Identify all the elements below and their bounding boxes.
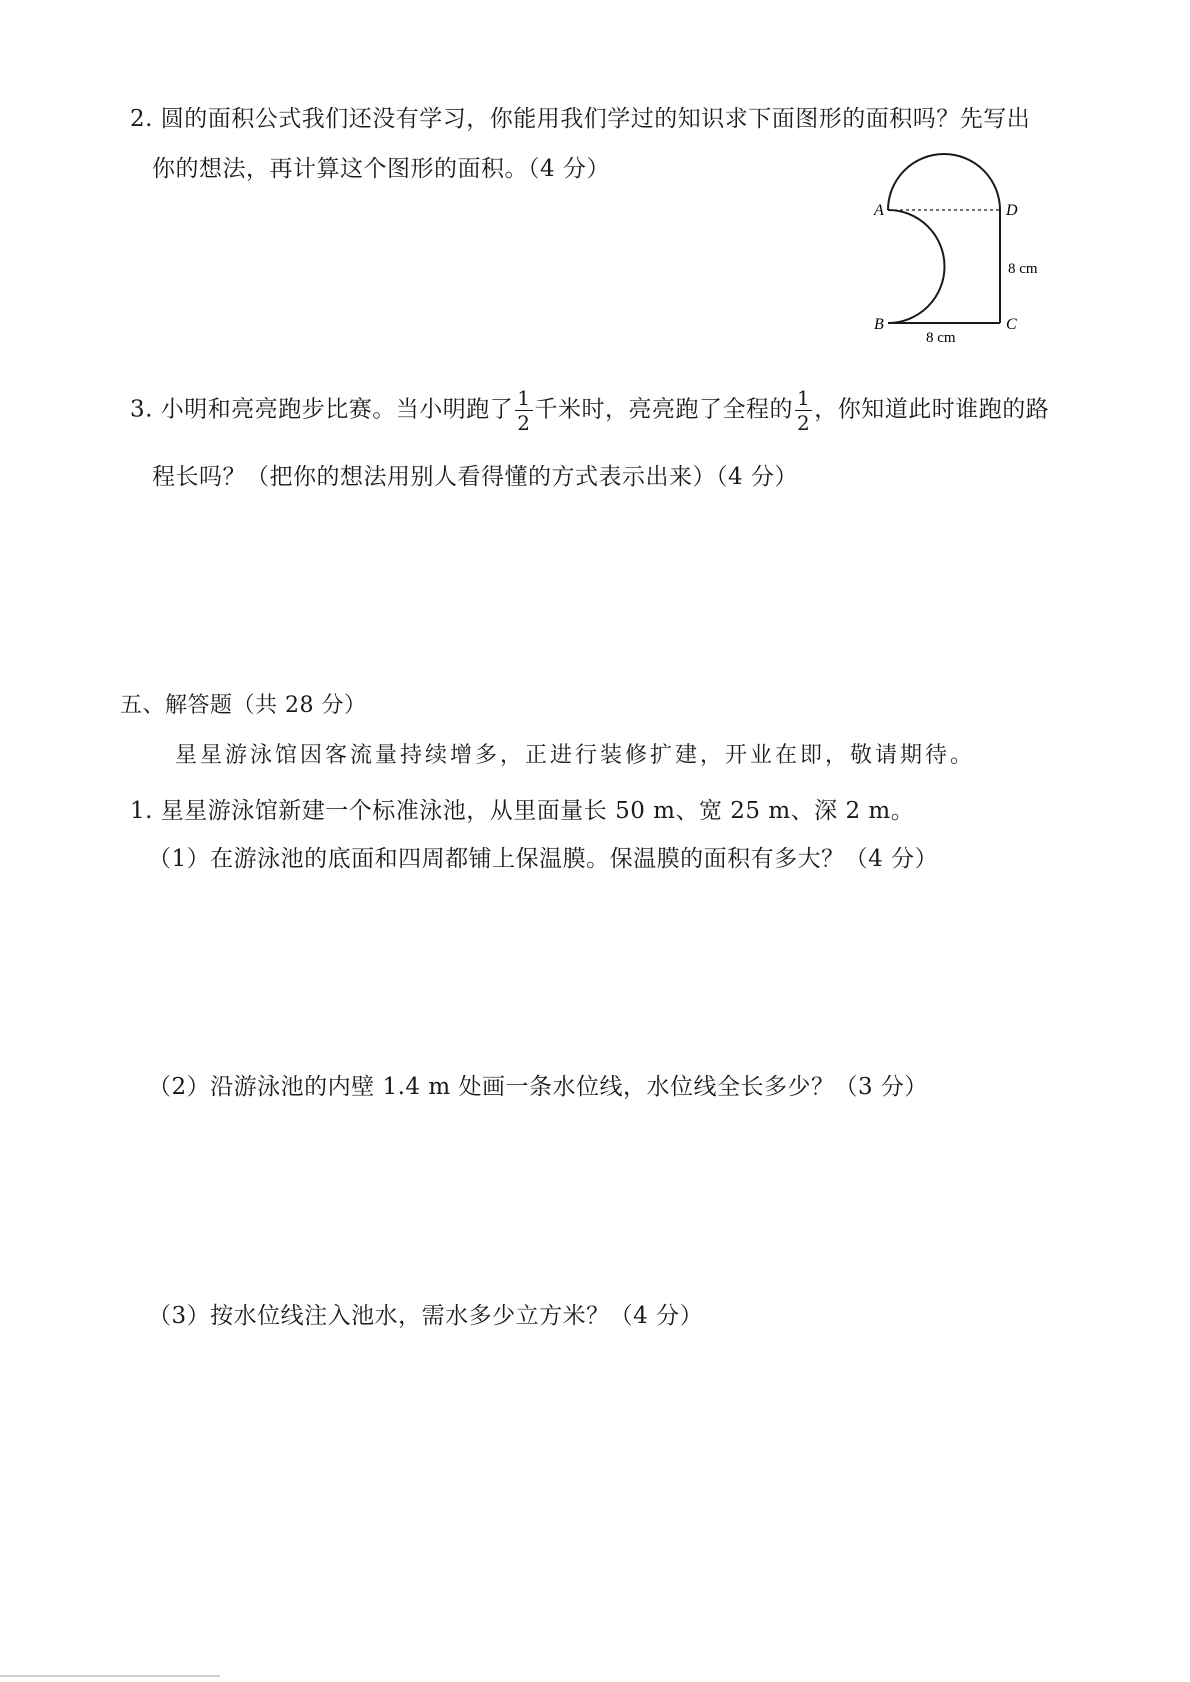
q2-text-line2: 你的想法，再计算这个图形的面积。（4 分） (152, 156, 610, 182)
label-d: D (1006, 202, 1018, 219)
fraction-one-half (515, 388, 532, 433)
top-semicircle-arc (888, 154, 1000, 210)
semicircle-figure (860, 140, 1060, 355)
dimension-bc-label: 8 cm (926, 330, 956, 346)
label-b: B (874, 316, 884, 333)
q3-text-line2: 程长吗？（把你的想法用别人看得懂的方式表示出来）（4 分） (152, 464, 798, 490)
fraction-denominator: 2 (517, 411, 531, 435)
q3-part1: 3. 小明和亮亮跑步比赛。当小明跑了 (130, 396, 514, 423)
problem-1-sub3: （3）按水位线注入池水，需水多少立方米？（4 分） (148, 1303, 704, 1329)
label-a: A (874, 202, 884, 219)
fraction-denominator: 2 (797, 411, 811, 435)
problem-1-sub1: （1）在游泳池的底面和四周都铺上保温膜。保温膜的面积有多大？（4 分） (148, 846, 939, 872)
problem-1-text: 1. 星星游泳馆新建一个标准泳池，从里面量长 50 m、宽 25 m、深 2 m。 (130, 798, 915, 824)
section-5-intro: 星星游泳馆因客流量持续增多，正进行装修扩建，开业在即，敬请期待。 (175, 743, 976, 768)
q3-text-line1 (130, 388, 1049, 433)
inner-semicircle-arc (888, 210, 945, 323)
footer-divider (0, 1675, 220, 1677)
q2-text-line1: 2. 圆的面积公式我们还没有学习，你能用我们学过的知识求下面图形的面积吗？先写出 (130, 106, 1031, 132)
fraction-numerator: 1 (517, 386, 531, 410)
q3-part3: ，你知道此时谁跑的路 (814, 396, 1050, 423)
section-5-heading: 五、解答题（共 28 分） (120, 693, 367, 718)
problem-1-sub2: （2）沿游泳池的内壁 1.4 m 处画一条水位线，水位线全长多少？（3 分） (148, 1074, 928, 1100)
fraction-numerator: 1 (797, 386, 811, 410)
dimension-cd-label: 8 cm (1008, 261, 1038, 277)
fraction-one-half (795, 388, 812, 433)
q3-part2: 千米时，亮亮跑了全程的 (534, 396, 793, 423)
label-c: C (1006, 316, 1017, 333)
